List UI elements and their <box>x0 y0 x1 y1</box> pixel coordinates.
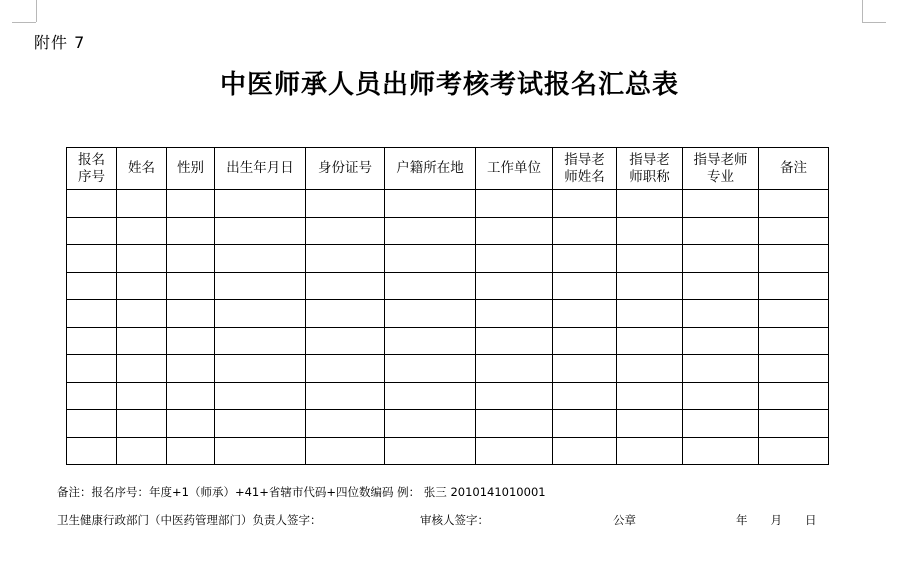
table-cell <box>385 355 476 383</box>
table-cell <box>476 245 553 273</box>
table-cell <box>553 382 617 410</box>
official-seal-label: 公章 <box>613 513 636 527</box>
col-header-name <box>117 148 167 190</box>
table-cell <box>385 437 476 465</box>
table-cell <box>683 217 759 245</box>
col-header-mentor-name <box>553 148 617 190</box>
table-cell <box>167 327 215 355</box>
col-header-mentor-specialty <box>683 148 759 190</box>
table-cell <box>67 190 117 218</box>
table-cell <box>117 327 167 355</box>
table-cell <box>306 190 385 218</box>
table-cell <box>306 410 385 438</box>
col-header-label: 备注 <box>780 160 807 176</box>
table-cell <box>759 272 829 300</box>
table-cell <box>759 190 829 218</box>
table-row <box>67 327 829 355</box>
table-cell <box>215 300 306 328</box>
table-cell <box>683 410 759 438</box>
table-cell <box>683 300 759 328</box>
page-corner-mark-top-left-h <box>12 22 36 23</box>
col-header-id-number <box>306 148 385 190</box>
table-cell <box>553 355 617 383</box>
table-cell <box>167 437 215 465</box>
table-cell <box>553 245 617 273</box>
table-cell <box>476 382 553 410</box>
table-cell <box>476 355 553 383</box>
table-cell <box>306 300 385 328</box>
table-cell <box>617 410 683 438</box>
col-header-label: 工作单位 <box>487 160 541 176</box>
table-cell <box>117 272 167 300</box>
table-cell <box>67 410 117 438</box>
table-cell <box>67 382 117 410</box>
table-cell <box>67 355 117 383</box>
table-cell <box>476 437 553 465</box>
table-cell <box>683 245 759 273</box>
page-corner-mark-top-right <box>862 0 863 22</box>
table-cell <box>117 217 167 245</box>
table-cell <box>476 327 553 355</box>
table-row <box>67 437 829 465</box>
page-corner-mark-top-left <box>36 0 37 22</box>
table-cell <box>385 300 476 328</box>
table-cell <box>167 272 215 300</box>
table-cell <box>683 272 759 300</box>
table-cell <box>617 300 683 328</box>
table-cell <box>617 245 683 273</box>
table-cell <box>67 217 117 245</box>
table-cell <box>759 355 829 383</box>
col-header-label: 姓名 <box>128 160 155 176</box>
table-row <box>67 382 829 410</box>
table-cell <box>759 382 829 410</box>
table-cell <box>215 217 306 245</box>
table-cell <box>117 300 167 328</box>
table-cell <box>553 190 617 218</box>
table-cell <box>617 437 683 465</box>
table-cell <box>167 355 215 383</box>
table-cell <box>617 327 683 355</box>
table-cell <box>385 410 476 438</box>
table-cell <box>476 190 553 218</box>
table-cell <box>117 245 167 273</box>
table-cell <box>306 355 385 383</box>
table-cell <box>215 190 306 218</box>
document-title: 中医师承人员出师考核考试报名汇总表 <box>219 70 679 100</box>
table-cell <box>385 272 476 300</box>
col-header-label: 指导老师 专业 <box>693 151 748 185</box>
table-cell <box>167 382 215 410</box>
table-cell <box>167 190 215 218</box>
table-cell <box>553 300 617 328</box>
table-cell <box>385 245 476 273</box>
table-cell <box>117 190 167 218</box>
table-cell <box>553 272 617 300</box>
table-cell <box>553 437 617 465</box>
table-row <box>67 410 829 438</box>
table-cell <box>215 245 306 273</box>
table-cell <box>617 382 683 410</box>
table-cell <box>167 217 215 245</box>
table-cell <box>476 272 553 300</box>
table-cell <box>759 300 829 328</box>
col-header-label: 性别 <box>177 160 204 176</box>
table-cell <box>215 272 306 300</box>
reviewer-signature-label: 审核人签字： <box>420 513 489 527</box>
table-cell <box>215 410 306 438</box>
table-cell <box>759 217 829 245</box>
table-cell <box>617 190 683 218</box>
table-cell <box>476 217 553 245</box>
table-cell <box>683 355 759 383</box>
table-cell <box>215 327 306 355</box>
col-header-work-unit <box>476 148 553 190</box>
table-cell <box>759 245 829 273</box>
col-header-label: 指导老 师职称 <box>629 151 670 185</box>
footer-note: 备注：报名序号：年度+1（师承）+41+省辖市代码+四位数编码 例： 张三 2010141010001 <box>57 485 546 499</box>
table-cell <box>476 300 553 328</box>
col-header-mentor-title <box>617 148 683 190</box>
table-cell <box>683 190 759 218</box>
table-cell <box>617 217 683 245</box>
col-header-label: 出生年月日 <box>226 160 294 176</box>
table-cell <box>215 382 306 410</box>
col-header-birth-date <box>215 148 306 190</box>
table-cell <box>553 217 617 245</box>
col-header-label: 指导老 师姓名 <box>564 151 605 185</box>
table-cell <box>683 327 759 355</box>
col-header-gender <box>167 148 215 190</box>
table-cell <box>306 272 385 300</box>
table-cell <box>617 272 683 300</box>
table-row <box>67 217 829 245</box>
table-cell <box>117 437 167 465</box>
col-header-label: 身份证号 <box>318 160 372 176</box>
table-cell <box>385 327 476 355</box>
table-cell <box>759 327 829 355</box>
table-cell <box>617 355 683 383</box>
table-cell <box>476 410 553 438</box>
table-cell <box>167 300 215 328</box>
table-header-row <box>67 148 829 190</box>
table-cell <box>306 437 385 465</box>
table-cell <box>67 272 117 300</box>
table-row <box>67 355 829 383</box>
col-header-registration-number <box>67 148 117 190</box>
table-cell <box>683 382 759 410</box>
col-header-remarks <box>759 148 829 190</box>
table-cell <box>215 355 306 383</box>
attachment-label: 附件 7 <box>34 33 86 52</box>
date-label: 年 月 日 <box>736 513 817 527</box>
col-header-label: 户籍所在地 <box>396 160 464 176</box>
table-cell <box>215 437 306 465</box>
table-cell <box>67 327 117 355</box>
table-cell <box>306 382 385 410</box>
table-cell <box>683 437 759 465</box>
col-header-label: 报名 序号 <box>78 151 105 185</box>
table-cell <box>117 410 167 438</box>
table-cell <box>306 245 385 273</box>
table-row <box>67 245 829 273</box>
table-cell <box>385 382 476 410</box>
table-row <box>67 190 829 218</box>
registration-summary-table <box>66 147 829 465</box>
table-cell <box>117 382 167 410</box>
table-cell <box>385 217 476 245</box>
table-cell <box>67 300 117 328</box>
col-header-household-registration <box>385 148 476 190</box>
table-cell <box>67 437 117 465</box>
table-cell <box>167 410 215 438</box>
department-signature-label: 卫生健康行政部门（中医药管理部门）负责人签字： <box>57 513 322 527</box>
table-cell <box>306 327 385 355</box>
table-cell <box>167 245 215 273</box>
table-cell <box>306 217 385 245</box>
table-cell <box>553 410 617 438</box>
table-cell <box>385 190 476 218</box>
table-cell <box>117 355 167 383</box>
table-row <box>67 300 829 328</box>
table-cell <box>553 327 617 355</box>
table-cell <box>67 245 117 273</box>
table-row <box>67 272 829 300</box>
table-cell <box>759 437 829 465</box>
table-cell <box>759 410 829 438</box>
page-corner-mark-top-right-h <box>862 22 886 23</box>
table-body <box>67 190 829 465</box>
